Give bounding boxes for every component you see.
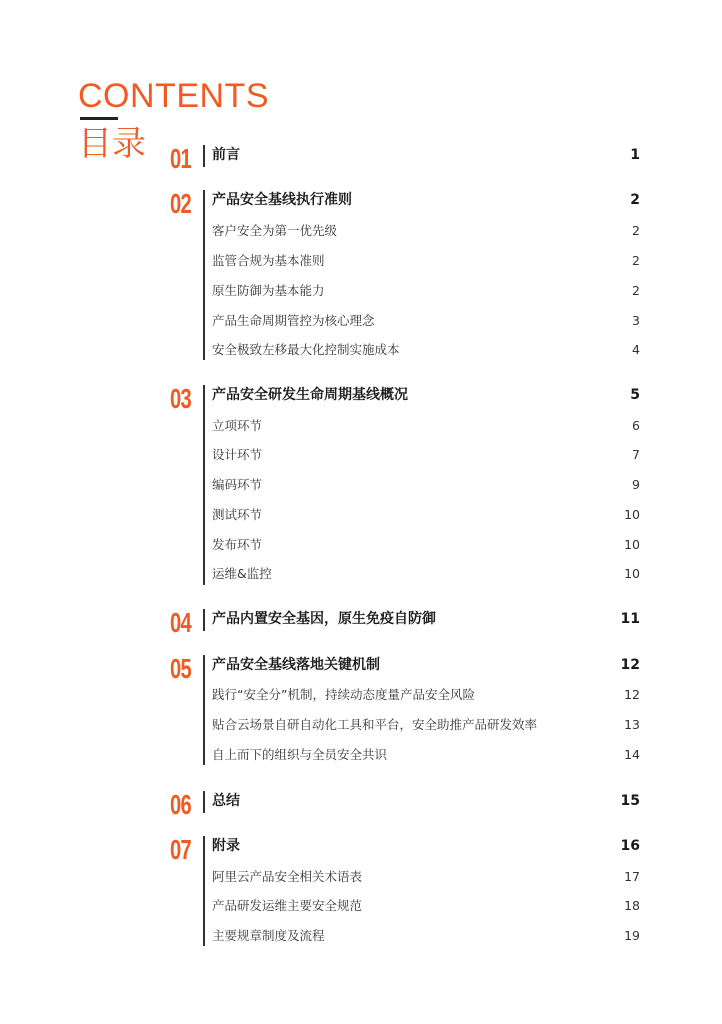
toc-entry-main[interactable] [212,789,640,813]
toc-entry-sub[interactable] [212,473,640,497]
toc-entry-sub[interactable] [212,683,640,707]
toc-entry-title: 立项环节 [212,418,263,433]
toc-entry-page: 15 [620,793,640,809]
toc-entry-page: 5 [630,387,640,403]
section-number: 05 [170,653,191,684]
toc-entry-title: 贴合云场景自研自动化工具和平台，安全助推产品研发效率 [212,717,538,732]
toc-entry-sub[interactable] [212,533,640,557]
toc-entry-page: 12 [620,657,640,673]
section-number: 01 [170,143,191,174]
toc-entry-sub[interactable] [212,894,640,918]
toc-entry-page: 1 [630,147,640,163]
toc-entry-sub[interactable] [212,219,640,243]
toc-entry-title: 运维&监控 [212,566,272,581]
toc-entry-title: 产品安全基线执行准则 [212,192,352,208]
toc-entry-sub[interactable] [212,503,640,527]
toc-entry-page: 13 [624,717,640,732]
section-divider-line [203,190,205,360]
toc-entry-sub[interactable] [212,443,640,467]
toc-entry-page: 14 [624,747,640,762]
toc-entry-page: 16 [620,838,640,854]
contents-title-cn: 目录 [78,124,146,164]
toc-entry-title: 总结 [212,793,240,809]
toc-entry-sub[interactable] [212,309,640,333]
toc-entry-title: 测试环节 [212,507,263,522]
section-divider-line [203,836,205,946]
toc-entry-sub[interactable] [212,338,640,362]
toc-entry-title: 产品生命周期管控为核心理念 [212,313,375,328]
toc-entry-main[interactable] [212,834,640,858]
toc-entry-main[interactable] [212,188,640,212]
toc-entry-title: 产品内置安全基因，原生免疫自防御 [212,611,436,627]
toc-entry-page: 11 [620,611,640,627]
toc-entry-page: 12 [624,687,640,702]
toc-entry-main[interactable] [212,607,640,631]
toc-entry-page: 9 [632,477,640,492]
section-number: 07 [170,834,191,865]
toc-entry-title: 自上而下的组织与全员安全共识 [212,747,388,762]
toc-entry-title: 客户安全为第一优先级 [212,223,338,238]
toc-entry-page: 10 [624,566,640,581]
toc-entry-title: 阿里云产品安全相关术语表 [212,869,363,884]
toc-entry-main[interactable] [212,143,640,167]
section-number: 03 [170,383,191,414]
toc-entry-sub[interactable] [212,743,640,767]
toc-entry-page: 18 [624,898,640,913]
toc-entry-page: 10 [624,507,640,522]
section-divider-line [203,791,205,813]
toc-entry-page: 6 [632,418,640,433]
toc-entry-title: 附录 [212,838,240,854]
toc-entry-title: 前言 [212,147,240,163]
toc-entry-page: 4 [632,342,640,357]
toc-entry-page: 7 [632,447,640,462]
toc-entry-sub[interactable] [212,562,640,586]
toc-entry-title: 发布环节 [212,537,263,552]
contents-title-en: CONTENTS [78,77,269,115]
toc-entry-title: 产品安全研发生命周期基线概况 [212,387,408,403]
toc-entry-title: 原生防御为基本能力 [212,283,325,298]
toc-entry-page: 2 [632,223,640,238]
toc-entry-page: 2 [632,283,640,298]
toc-entry-page: 17 [624,869,640,884]
section-divider-line [203,385,205,585]
toc-entry-sub[interactable] [212,713,640,737]
toc-entry-sub[interactable] [212,865,640,889]
toc-entry-page: 3 [632,313,640,328]
section-divider-line [203,609,205,631]
toc-entry-page: 10 [624,537,640,552]
toc-entry-title: 主要规章制度及流程 [212,928,325,943]
header-divider [80,117,118,120]
toc-entry-main[interactable] [212,653,640,677]
toc-entry-title: 监管合规为基本准则 [212,253,325,268]
section-number: 06 [170,789,191,820]
toc-entry-title: 设计环节 [212,447,263,462]
section-divider-line [203,145,205,167]
toc-entry-title: 安全极致左移最大化控制实施成本 [212,342,400,357]
section-divider-line [203,655,205,765]
toc-entry-sub[interactable] [212,414,640,438]
toc-entry-sub[interactable] [212,279,640,303]
toc-entry-page: 19 [624,928,640,943]
toc-entry-title: 践行“安全分”机制，持续动态度量产品安全风险 [212,687,475,702]
toc-entry-title: 编码环节 [212,477,263,492]
toc-entry-sub[interactable] [212,924,640,948]
toc-entry-main[interactable] [212,383,640,407]
section-number: 04 [170,607,191,638]
toc-entry-page: 2 [630,192,640,208]
toc-entry-page: 2 [632,253,640,268]
toc-entry-title: 产品研发运维主要安全规范 [212,898,363,913]
toc-entry-title: 产品安全基线落地关键机制 [212,657,380,673]
toc-entry-sub[interactable] [212,249,640,273]
section-number: 02 [170,188,191,219]
